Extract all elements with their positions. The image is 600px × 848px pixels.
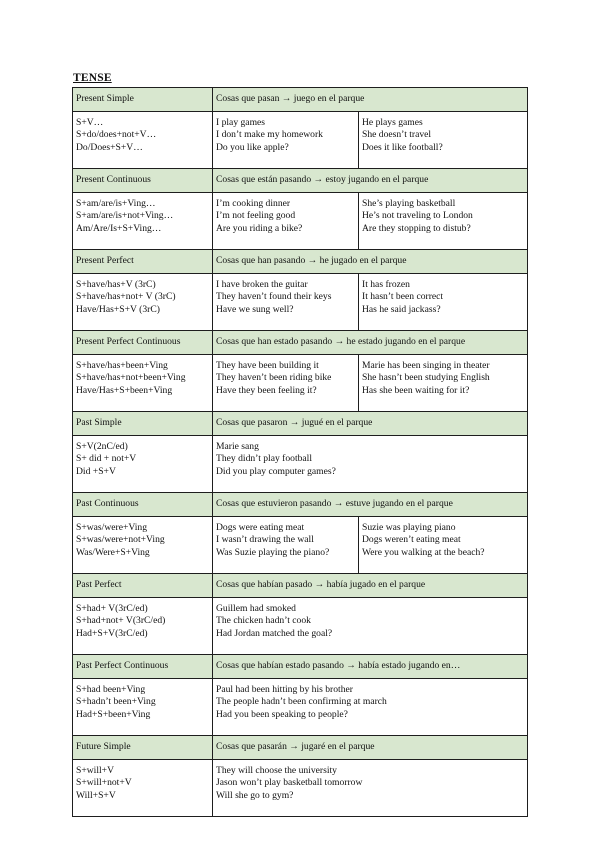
- examples-column-a: [213, 760, 528, 817]
- examples-column-a-line: I’m not feeling good: [216, 210, 296, 222]
- examples-column-a-line: Had you been speaking to people?: [216, 708, 348, 720]
- tense-header-row: [73, 655, 528, 679]
- examples-column-a-line: Will she go to gym?: [216, 789, 294, 801]
- examples-column-a-line: I wasn’t drawing the wall: [216, 534, 314, 546]
- examples-column-b-line: Has he said jackass?: [362, 303, 441, 315]
- examples-column-a-line: I’m cooking dinner: [216, 198, 291, 209]
- tense-header-row: [73, 169, 528, 193]
- examples-column-a-line: Are you riding a bike?: [216, 222, 303, 234]
- structure-forms-line: S+ did + not+V: [76, 453, 137, 465]
- tense-description: Cosas que están pasando → estoy jugando en el parque: [213, 169, 528, 193]
- examples-column-a-line: They didn’t play football: [216, 453, 313, 465]
- examples-column-a-line: I don’t make my homework: [216, 129, 323, 141]
- structure-forms-line: Have/Has+S+V (3rC): [76, 303, 160, 315]
- structure-forms: [73, 112, 213, 169]
- structure-forms: [73, 355, 213, 412]
- tense-name: Past Continuous: [73, 493, 213, 517]
- tense-name: Past Perfect Continuous: [73, 655, 213, 679]
- examples-column-a: [213, 679, 528, 736]
- tense-body-row: [73, 193, 528, 250]
- examples-column-a-line: I play games: [216, 117, 266, 128]
- tense-description: Cosas que han pasando → he jugado en el parque: [213, 250, 528, 274]
- structure-forms: [73, 760, 213, 817]
- examples-column-a-line: Marie sang: [216, 441, 259, 452]
- structure-forms-line: S+had been+Ving: [76, 684, 146, 695]
- structure-forms-line: S+have/has+V (3rC): [76, 279, 156, 290]
- structure-forms-line: S+will+not+V: [76, 777, 132, 789]
- structure-forms-line: S+have/has+not+ V (3rC): [76, 291, 176, 303]
- structure-forms: [73, 517, 213, 574]
- structure-forms-line: S+have/has+been+Ving: [76, 360, 168, 371]
- tense-header-row: [73, 574, 528, 598]
- examples-column-a-line: The people hadn’t been confirming at march: [216, 696, 387, 708]
- examples-column-a: [213, 112, 359, 169]
- examples-column-b-line: It hasn’t been correct: [362, 291, 444, 303]
- tense-header-row: [73, 736, 528, 760]
- tense-description: Cosas que habían estado pasando → había estado jugando en…: [213, 655, 528, 679]
- tense-header-row: [73, 250, 528, 274]
- structure-forms-line: Have/Has+S+been+Ving: [76, 384, 173, 396]
- structure-forms: [73, 679, 213, 736]
- examples-column-b: [359, 517, 528, 574]
- examples-column-b-line: She hasn’t been studying English: [362, 372, 490, 384]
- examples-column-a-line: Dogs were eating meat: [216, 522, 305, 533]
- examples-column-b-line: Marie has been singing in theater: [362, 360, 490, 371]
- examples-column-a: [213, 436, 528, 493]
- structure-forms-line: Will+S+V: [76, 789, 116, 801]
- structure-forms-line: S+V(2nC/ed): [76, 441, 128, 452]
- structure-forms-line: S+will+V: [76, 765, 115, 776]
- examples-column-a: [213, 274, 359, 331]
- examples-column-b-line: Were you walking at the beach?: [362, 546, 485, 558]
- structure-forms: [73, 598, 213, 655]
- structure-forms-line: S+had+not+ V(3rC/ed): [76, 615, 166, 627]
- tense-name: Present Perfect: [73, 250, 213, 274]
- tense-header-row: [73, 331, 528, 355]
- examples-column-a-line: They will choose the university: [216, 765, 337, 776]
- examples-column-a-line: Was Suzie playing the piano?: [216, 546, 330, 558]
- structure-forms-line: S+am/are/is+Ving…: [76, 198, 156, 209]
- tense-body-row: [73, 760, 528, 817]
- tense-body-row: [73, 274, 528, 331]
- structure-forms-line: S+hadn’t been+Ving: [76, 696, 156, 708]
- tense-name: Future Simple: [73, 736, 213, 760]
- tense-description: Cosas que han estado pasando → he estado jugando en el parque: [213, 331, 528, 355]
- examples-column-a-line: Paul had been hitting by his brother: [216, 684, 353, 695]
- examples-column-b: [359, 274, 528, 331]
- examples-column-a-line: They have been building it: [216, 360, 319, 371]
- tense-description: Cosas que estuvieron pasando → estuve jugando en el parque: [213, 493, 528, 517]
- tense-description: Cosas que habían pasado → había jugado en el parque: [213, 574, 528, 598]
- examples-column-a: [213, 517, 359, 574]
- tense-name: Present Perfect Continuous: [73, 331, 213, 355]
- examples-column-b: [359, 355, 528, 412]
- structure-forms-line: Had+S+been+Ving: [76, 708, 151, 720]
- structure-forms-line: S+V…: [76, 117, 104, 128]
- tense-name: Present Simple: [73, 88, 213, 112]
- tense-name: Present Continuous: [73, 169, 213, 193]
- examples-column-b-line: It has frozen: [362, 279, 410, 290]
- tense-description: Cosas que pasan → juego en el parque: [213, 88, 528, 112]
- examples-column-a: [213, 598, 528, 655]
- structure-forms: [73, 274, 213, 331]
- structure-forms-line: S+was/were+not+Ving: [76, 534, 165, 546]
- page-title: TENSE: [73, 72, 112, 84]
- tense-table: [72, 87, 528, 817]
- examples-column-b-line: Has she been waiting for it?: [362, 384, 470, 396]
- structure-forms-line: Do/Does+S+V…: [76, 141, 143, 153]
- examples-column-b-line: Does it like football?: [362, 141, 443, 153]
- examples-column-b: [359, 112, 528, 169]
- structure-forms: [73, 193, 213, 250]
- examples-column-b-line: Dogs weren’t eating meat: [362, 534, 461, 546]
- examples-column-a-line: Have they been feeling it?: [216, 384, 317, 396]
- structure-forms-line: S+had+ V(3rC/ed): [76, 603, 148, 614]
- examples-column-a-line: I have broken the guitar: [216, 279, 308, 290]
- structure-forms-line: Did +S+V: [76, 465, 116, 477]
- tense-body-row: [73, 436, 528, 493]
- tense-name: Past Perfect: [73, 574, 213, 598]
- examples-column-b-line: Are they stopping to distub?: [362, 222, 471, 234]
- examples-column-a: [213, 193, 359, 250]
- examples-column-b-line: He plays games: [362, 117, 423, 128]
- examples-column-a-line: They haven’t found their keys: [216, 291, 332, 303]
- tense-description: Cosas que pasarán → jugaré en el parque: [213, 736, 528, 760]
- tense-body-row: [73, 355, 528, 412]
- structure-forms-line: S+have/has+not+been+Ving: [76, 372, 186, 384]
- tense-header-row: [73, 412, 528, 436]
- examples-column-a-line: Have we sung well?: [216, 303, 294, 315]
- examples-column-a-line: Did you play computer games?: [216, 465, 336, 477]
- examples-column-a-line: Do you like apple?: [216, 141, 289, 153]
- tense-body-row: [73, 517, 528, 574]
- examples-column-b-line: He’s not traveling to London: [362, 210, 473, 222]
- tense-name: Past Simple: [73, 412, 213, 436]
- tense-description: Cosas que pasaron → jugué en el parque: [213, 412, 528, 436]
- structure-forms-line: S+am/are/is+not+Ving…: [76, 210, 174, 222]
- examples-column-b-line: She doesn’t travel: [362, 129, 432, 141]
- examples-column-a-line: The chicken hadn’t cook: [216, 615, 311, 627]
- examples-column-a-line: Guillem had smoked: [216, 603, 296, 614]
- structure-forms-line: Am/Are/Is+S+Ving…: [76, 222, 162, 234]
- examples-column-a-line: They haven’t been riding bike: [216, 372, 332, 384]
- structure-forms-line: Had+S+V(3rC/ed): [76, 627, 148, 639]
- examples-column-a: [213, 355, 359, 412]
- structure-forms-line: S+was/were+Ving: [76, 522, 147, 533]
- examples-column-b-line: She’s playing basketball: [362, 198, 456, 209]
- tense-header-row: [73, 88, 528, 112]
- tense-body-row: [73, 598, 528, 655]
- structure-forms: [73, 436, 213, 493]
- examples-column-a-line: Had Jordan matched the goal?: [216, 627, 333, 639]
- examples-column-a-line: Jason won’t play basketball tomorrow: [216, 777, 363, 789]
- tense-body-row: [73, 112, 528, 169]
- examples-column-b-line: Suzie was playing piano: [362, 522, 456, 533]
- tense-body-row: [73, 679, 528, 736]
- examples-column-b: [359, 193, 528, 250]
- structure-forms-line: S+do/does+not+V…: [76, 129, 157, 141]
- structure-forms-line: Was/Were+S+Ving: [76, 546, 150, 558]
- tense-header-row: [73, 493, 528, 517]
